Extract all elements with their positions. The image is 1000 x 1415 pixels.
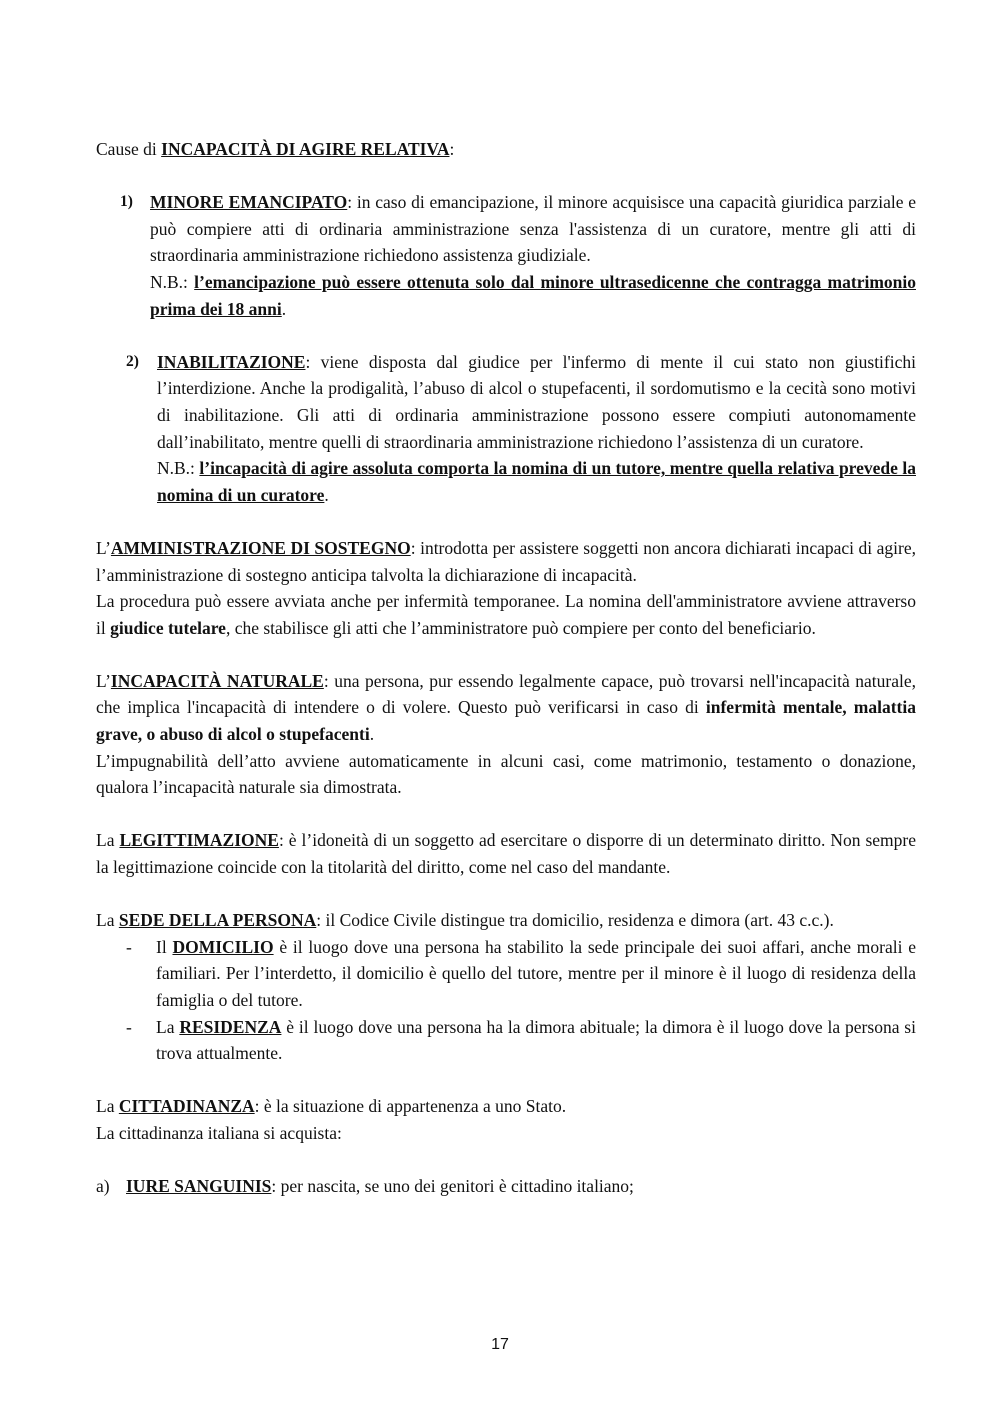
sede-paragraph: La SEDE DELLA PERSONA: il Codice Civile distingue tra domicilio, residenza e dimora (art. 43 c.c.).	[96, 910, 834, 931]
document-body	[96, 136, 916, 1200]
list-letter: a)	[96, 1176, 110, 1197]
legittimazione-paragraph: La LEGITTIMAZIONE: è l’idoneità di un soggetto ad esercitare o disporre di un determinato diritto. Non sempre la legittimazione coincide con la titolarità del diritto, come nel caso del mandante.	[96, 830, 916, 878]
sede-term: SEDE DELLA PERSONA	[118, 910, 317, 931]
minore-emancipato-term: MINORE EMANCIPATO	[150, 192, 348, 213]
amministrazione-term: AMMINISTRAZIONE DI SOSTEGNO	[110, 537, 411, 558]
list-item-residenza: - La RESIDENZA è il luogo dove una persona ha la dimora abituale; la dimora è il luogo dove la persona si trova attualmente.	[156, 1014, 916, 1067]
relative-incapacity-term: INCAPACITÀ DI AGIRE RELATIVA	[161, 139, 450, 159]
residenza-term: RESIDENZA	[179, 1016, 282, 1037]
domicilio-term: DOMICILIO	[172, 936, 274, 957]
cittadinanza-term: CITTADINANZA	[118, 1096, 255, 1117]
list-item-minore-emancipato: 1) MINORE EMANCIPATO: in caso di emancipazione, il minore acquisisce una capacità giuridica parziale e può compiere atti di ordinaria amministrazione senza l'assistenza di un curatore, mentre gli atti di straordinaria amministrazione richiedono assistenza giudiziale. N.B.: l’emancipazione può essere ottenuta solo dal minore ultrasedicenne che contragga matrimonio prima dei 18 anni.	[150, 189, 916, 322]
bullet-dash: -	[126, 936, 132, 957]
incapacita-naturale-term: INCAPACITÀ NATURALE	[110, 670, 324, 691]
impugnabilita-paragraph: L’impugnabilità dell’atto avviene automaticamente in alcuni casi, come matrimonio, testamento o donazione, qualora l’incapacità naturale sia dimostrata.	[96, 750, 916, 798]
nota-bene: N.B.: l’incapacità di agire assoluta comporta la nomina di un tutore, mentre quella relativa prevede la nomina di un curatore.	[157, 458, 916, 505]
bullet-dash: -	[126, 1016, 132, 1037]
list-number: 2)	[126, 352, 139, 370]
list-number: 1)	[120, 193, 133, 211]
list-item-domicilio: - Il DOMICILIO è il luogo dove una persona ha stabilito la sede principale dei suoi affari, anche morali e familiari. Per l’interdetto, il domicilio è quello del tutore, mentre per il minore è il luogo di residenza della famiglia o del tutore.	[156, 934, 916, 1014]
list-item-iure-sanguinis: a) IURE SANGUINIS: per nascita, se uno dei genitori è cittadino italiano;	[126, 1173, 916, 1200]
amministrazione-procedure: La procedura può essere avviata anche per infermità temporanee. La nomina dell'amministratore avviene attraverso il giudice tutelare, che stabilisce gli atti che l’amministratore può compiere per conto del beneficiario.	[96, 591, 916, 638]
page-number: 17	[491, 1336, 509, 1353]
nota-bene: N.B.: l’emancipazione può essere ottenuta solo dal minore ultrasedicenne che contragga matrimonio prima dei 18 anni.	[150, 271, 916, 319]
cittadinanza-acquisition: La cittadinanza italiana si acquista:	[96, 1122, 342, 1143]
incapacita-naturale-paragraph: L’INCAPACITÀ NATURALE: una persona, pur essendo legalmente capace, può trovarsi nell'incapacità naturale, che implica l'incapacità di intendere o di volere. Questo può verificarsi in caso di infermità mentale, malattia grave, o abuso di alcol o stupefacenti.	[96, 670, 916, 745]
relative-incapacity-intro: Cause di INCAPACITÀ DI AGIRE RELATIVA:	[96, 139, 455, 159]
amministrazione-paragraph: L’AMMINISTRAZIONE DI SOSTEGNO: introdotta per assistere soggetti non ancora dichiarati incapaci di agire, l’amministrazione di sostegno anticipa talvolta la dichiarazione di incapacità.	[96, 537, 916, 585]
inabilitazione-term: INABILITAZIONE	[157, 351, 306, 372]
legittimazione-term: LEGITTIMAZIONE	[119, 830, 279, 851]
iure-sanguinis-term: IURE SANGUINIS	[126, 1176, 272, 1197]
list-item-inabilitazione: 2) INABILITAZIONE: viene disposta dal giudice per l'infermo di mente il cui stato non giustifichi l’interdizione. Anche la prodigalità, l’abuso di alcol o stupefacenti, il sordomutismo e la cecità sono motivi di inabilitazione. Gli atti di ordinaria amministrazione possono essere compiuti autonomamente dall’inabilitato, mentre quelli di straordinaria amministrazione richiedono l’assistenza di un curatore. N.B.: l’incapacità di agire assoluta comporta la nomina di un tutore, mentre quella relativa prevede la nomina di un curatore.	[157, 349, 916, 509]
cittadinanza-paragraph: La CITTADINANZA: è la situazione di appartenenza a uno Stato.	[96, 1096, 567, 1117]
